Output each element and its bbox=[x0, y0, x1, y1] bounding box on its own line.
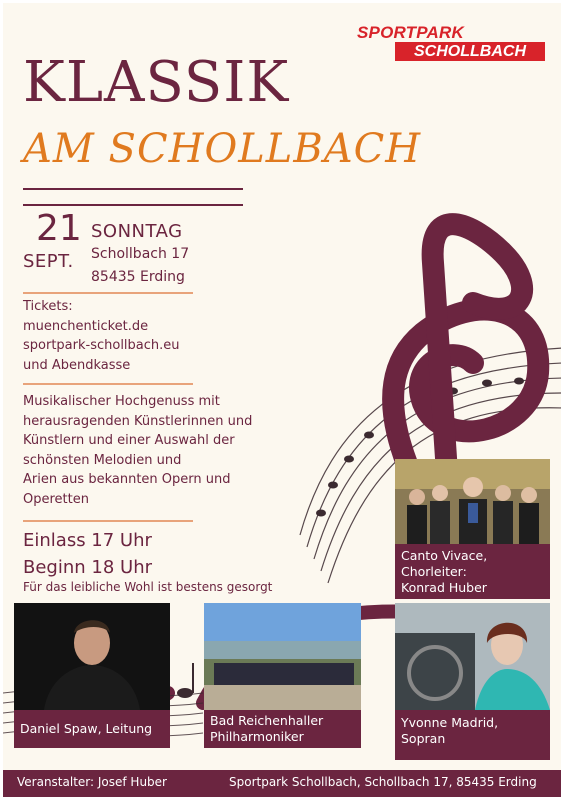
description-line: Operetten bbox=[23, 491, 89, 507]
orchestra-name-2: Philharmoniker bbox=[210, 729, 304, 744]
address-city: 85435 Erding bbox=[91, 269, 185, 285]
description-line: Arien aus bekannten Opern und bbox=[23, 472, 231, 487]
choir-role: Chorleiter: bbox=[401, 564, 467, 579]
tickets-info bbox=[23, 297, 180, 375]
choir-caption bbox=[395, 544, 550, 599]
orchestra-name: Bad Reichenhaller bbox=[210, 713, 324, 728]
tickets-abendkasse: und Abendkasse bbox=[23, 357, 131, 373]
soprano-photo bbox=[395, 603, 550, 710]
tickets-link-sportpark[interactable]: sportpark-schollbach.eu bbox=[23, 338, 180, 353]
description-line: schönsten Melodien und bbox=[23, 452, 182, 468]
choir-leader: Konrad Huber bbox=[401, 580, 487, 595]
choir-photo-art bbox=[395, 459, 550, 544]
description-line: herausragenden Künstlerinnen und bbox=[23, 413, 253, 429]
date-month: SEPT. bbox=[23, 251, 74, 272]
soprano-caption bbox=[395, 710, 550, 760]
einlass-time: Einlass 17 Uhr bbox=[23, 530, 152, 551]
address-street: Schollbach 17 bbox=[91, 246, 190, 262]
soprano-name: Yvonne Madrid, bbox=[401, 715, 499, 730]
section-divider-description bbox=[23, 520, 193, 522]
soprano-photo-art bbox=[395, 603, 550, 710]
title-divider-2 bbox=[23, 204, 243, 206]
address bbox=[91, 243, 189, 289]
section-divider-date bbox=[23, 292, 193, 294]
date-weekday: SONNTAG bbox=[91, 221, 183, 242]
conductor-photo-art bbox=[14, 603, 170, 710]
conductor-name: Daniel Spaw, Leitung bbox=[20, 721, 153, 736]
logo-schollbach: SCHOLLBACH bbox=[395, 42, 545, 61]
poster bbox=[3, 3, 561, 797]
description-line: Künstlern und einer Auswahl der bbox=[23, 433, 235, 448]
beginn-time: Beginn 18 Uhr bbox=[23, 557, 152, 578]
choir-photo bbox=[395, 459, 550, 544]
tickets-label: Tickets: bbox=[23, 299, 73, 314]
description-line: Musikalischer Hochgenuss mit bbox=[23, 394, 220, 409]
footer-organizer: Veranstalter: Josef Huber bbox=[17, 775, 167, 789]
soprano-role: Sopran bbox=[401, 731, 446, 746]
title-divider-1 bbox=[23, 188, 243, 190]
choir-name: Canto Vivace, bbox=[401, 548, 488, 563]
conductor-caption bbox=[14, 710, 170, 748]
footer-venue: Sportpark Schollbach, Schollbach 17, 85435 Erding bbox=[229, 775, 537, 789]
orchestra-caption bbox=[204, 710, 361, 748]
title-klassik: KLASSIK bbox=[23, 50, 290, 115]
orchestra-photo bbox=[204, 603, 361, 710]
description bbox=[23, 392, 303, 509]
date-day: 21 bbox=[36, 208, 82, 249]
title-am-schollbach: AM SCHOLLBACH bbox=[23, 126, 422, 172]
tickets-link-muenchenticket[interactable]: muenchenticket.de bbox=[23, 318, 149, 334]
section-divider-tickets bbox=[23, 383, 193, 385]
conductor-photo bbox=[14, 603, 170, 710]
orchestra-photo-art bbox=[204, 603, 361, 710]
times bbox=[23, 527, 152, 581]
catering-note: Für das leibliche Wohl ist bestens gesorgt bbox=[23, 580, 273, 594]
logo-sportpark: SPORTPARK bbox=[357, 23, 464, 42]
